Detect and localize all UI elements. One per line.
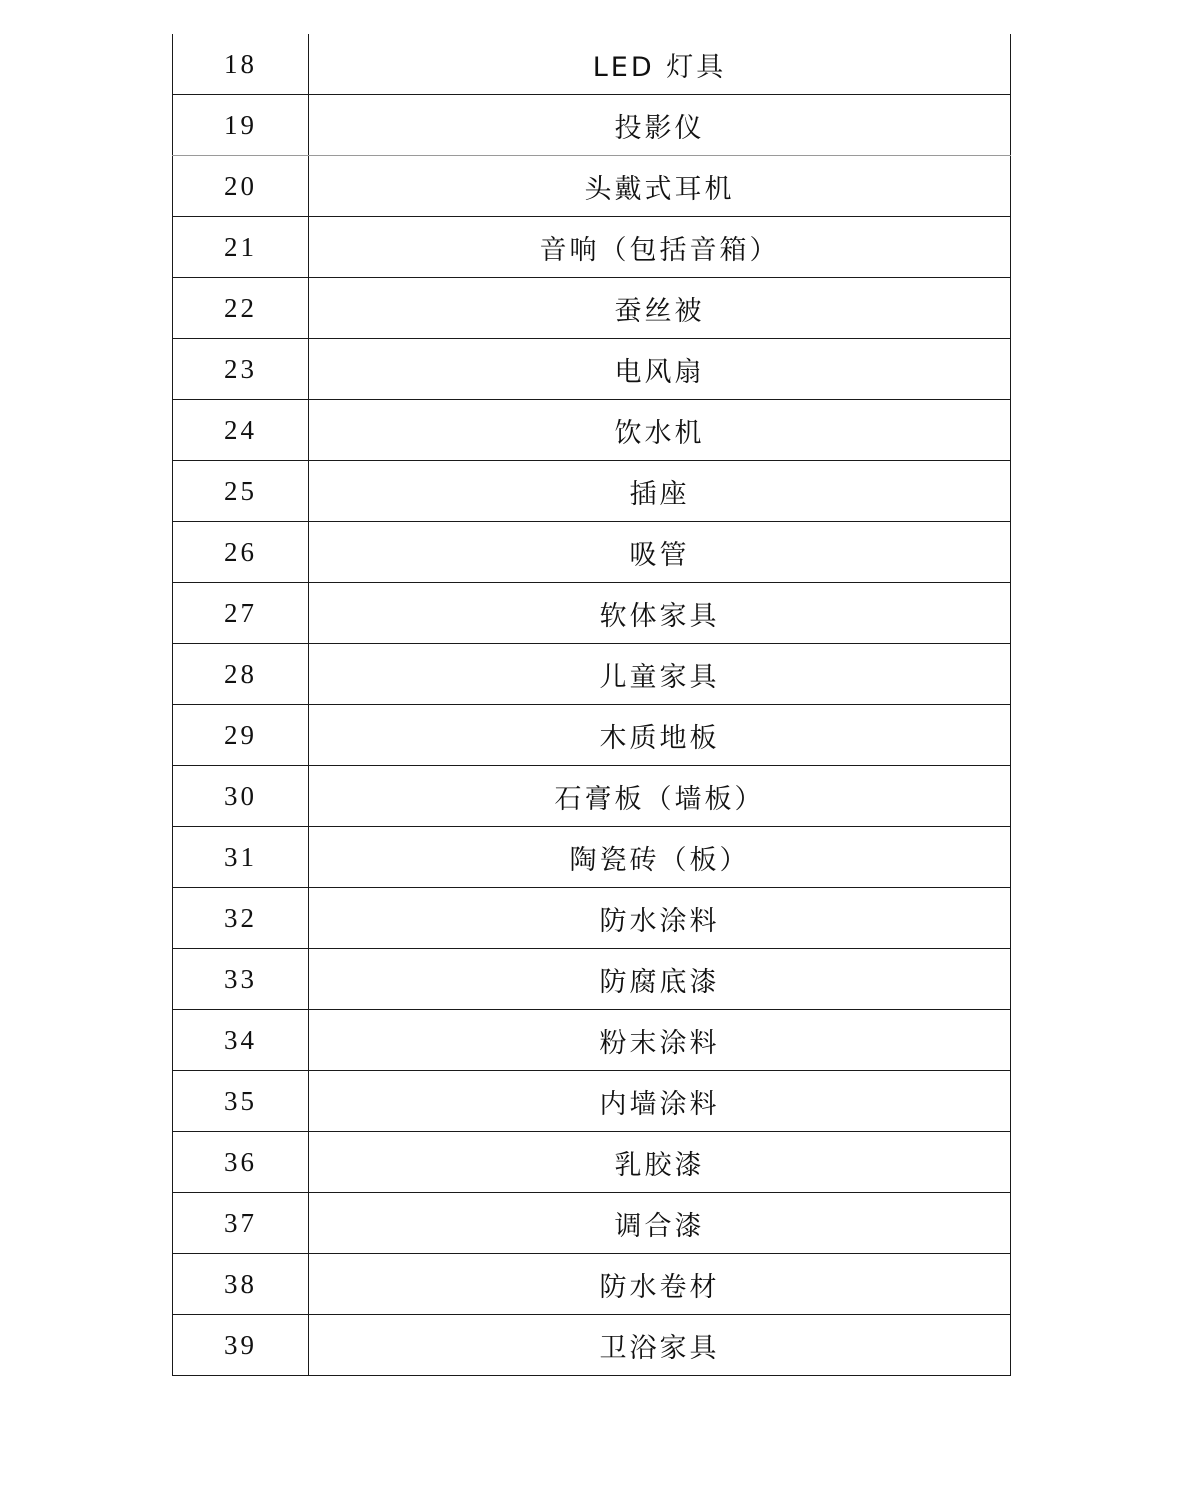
- product-table-body: [173, 34, 1011, 1376]
- product-name: 头戴式耳机: [309, 156, 1011, 217]
- product-name: 乳胶漆: [309, 1132, 1011, 1193]
- row-number: 30: [173, 766, 309, 827]
- row-number: 38: [173, 1254, 309, 1315]
- table-row: [173, 1071, 1011, 1132]
- table-row: [173, 949, 1011, 1010]
- product-name: 陶瓷砖（板）: [309, 827, 1011, 888]
- table-row: [173, 95, 1011, 156]
- table-row: [173, 1193, 1011, 1254]
- table-row: [173, 34, 1011, 95]
- product-name: 防腐底漆: [309, 949, 1011, 1010]
- table-row: [173, 217, 1011, 278]
- row-number: 35: [173, 1071, 309, 1132]
- table-row: [173, 522, 1011, 583]
- product-name: 电风扇: [309, 339, 1011, 400]
- row-number: 21: [173, 217, 309, 278]
- product-name: 蚕丝被: [309, 278, 1011, 339]
- table-row: [173, 1315, 1011, 1376]
- table-row: [173, 1254, 1011, 1315]
- table-row: [173, 766, 1011, 827]
- table-row: [173, 888, 1011, 949]
- row-number: 19: [173, 95, 309, 156]
- row-number: 27: [173, 583, 309, 644]
- row-number: 33: [173, 949, 309, 1010]
- table-row: [173, 705, 1011, 766]
- product-name: 防水涂料: [309, 888, 1011, 949]
- product-name: 调合漆: [309, 1193, 1011, 1254]
- product-name: 卫浴家具: [309, 1315, 1011, 1376]
- product-name: 软体家具: [309, 583, 1011, 644]
- product-name: 吸管: [309, 522, 1011, 583]
- table-row: [173, 1132, 1011, 1193]
- row-number: 23: [173, 339, 309, 400]
- product-name: 饮水机: [309, 400, 1011, 461]
- product-name: 木质地板: [309, 705, 1011, 766]
- table-row: [173, 461, 1011, 522]
- product-table: [172, 34, 1011, 1376]
- product-name: 粉末涂料: [309, 1010, 1011, 1071]
- row-number: 37: [173, 1193, 309, 1254]
- table-row: [173, 827, 1011, 888]
- table-row: [173, 644, 1011, 705]
- row-number: 36: [173, 1132, 309, 1193]
- table-row: [173, 339, 1011, 400]
- table-row: [173, 400, 1011, 461]
- row-number: 22: [173, 278, 309, 339]
- product-name: 投影仪: [309, 95, 1011, 156]
- row-number: 26: [173, 522, 309, 583]
- product-name: LED 灯具: [309, 34, 1011, 95]
- product-name: 防水卷材: [309, 1254, 1011, 1315]
- row-number: 25: [173, 461, 309, 522]
- product-name: 插座: [309, 461, 1011, 522]
- product-name: 音响（包括音箱）: [309, 217, 1011, 278]
- row-number: 39: [173, 1315, 309, 1376]
- row-number: 28: [173, 644, 309, 705]
- row-number: 29: [173, 705, 309, 766]
- row-number: 18: [173, 34, 309, 95]
- product-name: 内墙涂料: [309, 1071, 1011, 1132]
- row-number: 34: [173, 1010, 309, 1071]
- table-row: [173, 156, 1011, 217]
- row-number: 31: [173, 827, 309, 888]
- table-row: [173, 583, 1011, 644]
- row-number: 32: [173, 888, 309, 949]
- product-name: 儿童家具: [309, 644, 1011, 705]
- product-table-container: [172, 34, 1010, 1376]
- table-row: [173, 1010, 1011, 1071]
- row-number: 20: [173, 156, 309, 217]
- row-number: 24: [173, 400, 309, 461]
- table-row: [173, 278, 1011, 339]
- product-name: 石膏板（墙板）: [309, 766, 1011, 827]
